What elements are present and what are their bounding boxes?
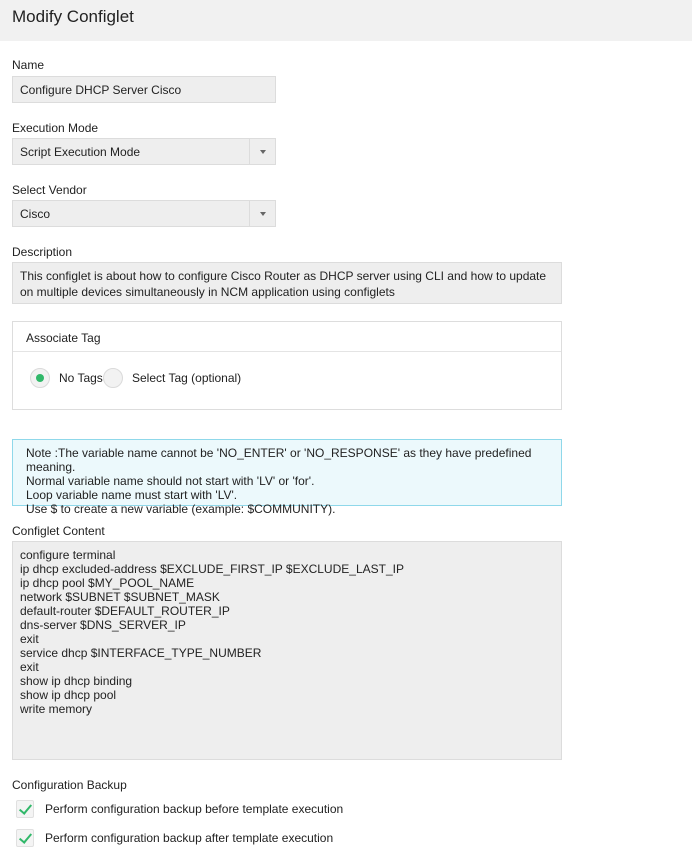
content-line: exit xyxy=(20,632,39,646)
select-tag-radio[interactable] xyxy=(103,368,123,388)
configlet-content-label: Configlet Content xyxy=(12,524,105,538)
note-line: Loop variable name must start with 'LV'. xyxy=(26,488,238,502)
page-title: Modify Configlet xyxy=(12,7,134,26)
backup-before-label[interactable]: Perform configuration backup before template execution xyxy=(45,802,344,816)
backup-before-checkbox[interactable] xyxy=(16,800,34,818)
description-label: Description xyxy=(12,245,73,259)
note-line: Use $ to create a new variable (example: $COMMUNITY). xyxy=(26,502,336,516)
note-line: Normal variable name should not start with 'LV' or 'for'. xyxy=(26,474,315,488)
content-line: network $SUBNET $SUBNET_MASK xyxy=(20,590,220,604)
vendor-select[interactable] xyxy=(12,200,276,227)
associate-tag-panel xyxy=(12,321,562,410)
content-line: show ip dhcp pool xyxy=(20,688,117,702)
content-line: ip dhcp pool $MY_POOL_NAME xyxy=(20,576,195,590)
page-header xyxy=(0,0,692,41)
backup-after-label[interactable]: Perform configuration backup after template execution xyxy=(45,831,334,845)
configlet-content-editor[interactable] xyxy=(12,541,562,760)
vendor-label: Select Vendor xyxy=(12,183,87,197)
divider xyxy=(13,351,561,352)
content-line: configure terminal xyxy=(20,548,116,562)
no-tags-radio[interactable] xyxy=(30,368,50,388)
associate-tag-title: Associate Tag xyxy=(26,331,101,345)
content-line: exit xyxy=(20,660,39,674)
content-line: service dhcp $INTERFACE_TYPE_NUMBER xyxy=(20,646,262,660)
chevron-down-icon[interactable] xyxy=(249,201,275,226)
execution-mode-value: Script Execution Mode xyxy=(20,145,141,159)
execution-mode-select[interactable] xyxy=(12,138,276,165)
select-tag-label[interactable]: Select Tag (optional) xyxy=(132,371,242,385)
content-line: ip dhcp excluded-address $EXCLUDE_FIRST_IP $EXCLUDE_LAST_IP xyxy=(20,562,404,576)
variable-note xyxy=(12,439,562,516)
chevron-down-icon[interactable] xyxy=(249,139,275,164)
name-field[interactable] xyxy=(12,76,276,103)
execution-mode-label: Execution Mode xyxy=(12,121,99,135)
note-line: Note :The variable name cannot be 'NO_ENTER' or 'NO_RESPONSE' as they have predefined meaning. xyxy=(26,446,532,474)
name-field-value: Configure DHCP Server Cisco xyxy=(20,83,182,97)
name-label: Name xyxy=(12,58,45,72)
description-field[interactable] xyxy=(12,262,562,304)
content-line: default-router $DEFAULT_ROUTER_IP xyxy=(20,604,230,618)
no-tags-label[interactable]: No Tags xyxy=(59,371,103,385)
content-line: show ip dhcp binding xyxy=(20,674,133,688)
backup-after-checkbox[interactable] xyxy=(16,829,34,847)
content-line: dns-server $DNS_SERVER_IP xyxy=(20,618,186,632)
description-value: This configlet is about how to configure Cisco Router as DHCP server using CLI and how to update on multiple devices simultaneously in NCM application using configlets xyxy=(20,269,547,299)
content-line: write memory xyxy=(20,702,93,716)
vendor-value: Cisco xyxy=(20,207,51,221)
configuration-backup-label: Configuration Backup xyxy=(12,778,127,792)
